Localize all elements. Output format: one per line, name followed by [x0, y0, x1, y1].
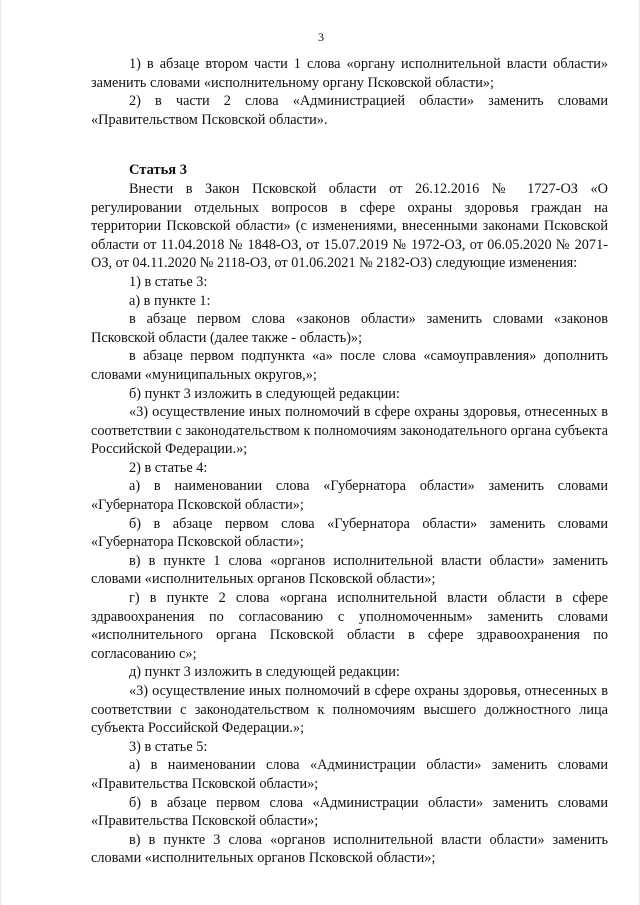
document-body — [91, 55, 608, 868]
paragraph: в абзаце первом подпункта «а» после слова «самоуправления» дополнить словами «муниципальных округов,»; — [91, 348, 608, 383]
paragraph: а) в пункте 1: — [129, 292, 211, 309]
paragraph: 1) в статье 3: — [129, 273, 208, 290]
paragraph: «3) осуществление иных полномочий в сфере охраны здоровья, отнесенных в соответствии с законодательством к полномочиям высшего должностного лица субъекта Российской Федерации.»; — [91, 683, 608, 737]
page-number: 3 — [318, 30, 324, 44]
paragraph: б) в абзаце первом слова «Администрации области» заменить словами «Правительства Псковской области»; — [91, 794, 608, 830]
paragraph: в) в пункте 1 слова «органов исполнительной власти области» заменить словами «исполнительных органов Псковской области»; — [91, 552, 608, 588]
paragraph: а) в наименовании слова «Администрации области» заменить словами «Правительства Псковской области»; — [91, 757, 608, 792]
paragraph: б) пункт 3 изложить в следующей редакции: — [129, 385, 400, 402]
paragraph: 3) в статье 5: — [129, 738, 208, 755]
paragraph: в абзаце первом слова «законов области» заменить словами «законов Псковской области (далее также - область)»; — [91, 311, 608, 346]
paragraph: 2) в части 2 слова «Администрацией области» заменить словами «Правительством Псковской области». — [91, 93, 608, 128]
paragraph: д) пункт 3 изложить в следующей редакции: — [129, 664, 400, 681]
paragraph: 1) в абзаце втором части 1 слова «органу исполнительной власти области» заменить словами «исполнительному органу Псковской области»; — [91, 56, 608, 91]
paragraph: «3) осуществление иных полномочий в сфере охраны здоровья, отнесенных в соответствии с законодательством к полномочиям законодательного органа субъекта Российской Федерации.»; — [91, 404, 608, 458]
paragraph: 2) в статье 4: — [129, 459, 208, 476]
paragraph: г) в пункте 2 слова «органа исполнительной власти области в сфере здравоохранения по согласованию с уполномоченным» заменить словами «исполнительного органа Псковской области в сфере здравоохранения по согласованию с»; — [91, 590, 608, 662]
article-heading: Статья 3 — [129, 162, 187, 179]
paragraph: Внести в Закон Псковской области от 26.12.2016 № 1727-ОЗ «О регулировании отдельных вопросов в сфере охраны здоровья граждан на территории Псковской области» (с изменениями, внесенными законами Псковской области от 11.04.2018 № 1848-ОЗ, от 15.07.2019 № 1972-ОЗ, от 06.05.2020 № 2071-ОЗ, от 04.11.2020 № 2118-ОЗ, от 01.06.2021 № 2182-ОЗ) следующие изменения: — [91, 180, 608, 272]
paragraph: а) в наименовании слова «Губернатора области» заменить словами «Губернатора Псковской области»; — [91, 478, 608, 514]
paragraph: в) в пункте 3 слова «органов исполнительной власти области» заменить словами «исполнительных органов Псковской области»; — [91, 831, 608, 867]
paragraph: б) в абзаце первом слова «Губернатора области» заменить словами «Губернатора Псковской области»; — [91, 515, 608, 551]
